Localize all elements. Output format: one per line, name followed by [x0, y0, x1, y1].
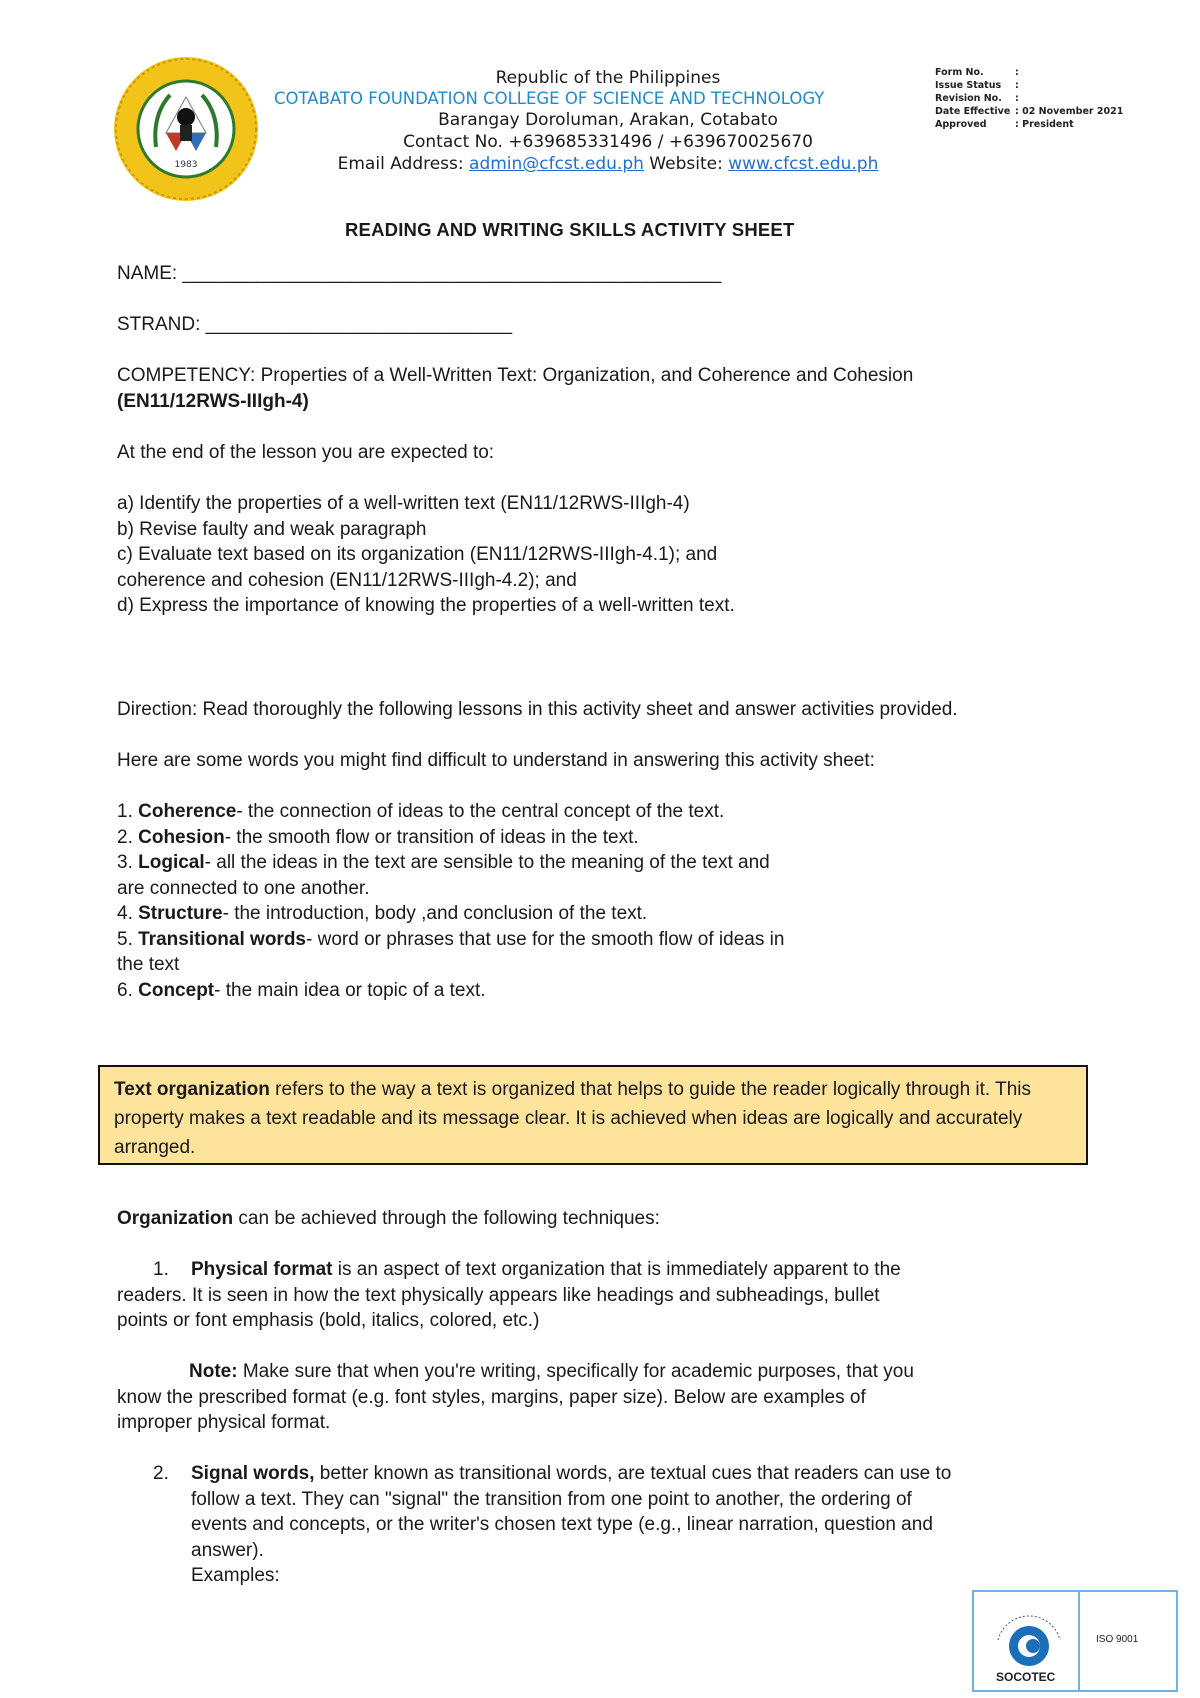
organization-intro: Organization can be achieved through the following techniques: — [117, 1208, 660, 1229]
form-info-row: Approved : President — [935, 119, 1074, 130]
header-college-name: COTABATO FOUNDATION COLLEGE OF SCIENCE AND TECHNOLOGY — [274, 89, 825, 108]
header-republic: Republic of the Philippines — [495, 68, 721, 88]
list-item-continuation: the text — [117, 954, 180, 975]
list-item: b) Revise faulty and weak paragraph — [117, 518, 427, 540]
header-contact: Contact No. +639685331496 / +639670025670 — [403, 132, 813, 152]
header-email-website — [228, 154, 988, 175]
form-info-row: Date Effective : 02 November 2021 — [935, 106, 1124, 117]
technique-1: 1. Physical format is an aspect of text organization that is immediately apparent to the readers. It is seen in how the text physically appears like headings and subheadings, bullet points or font emphasis (bold, italics, colored, etc.) — [117, 1259, 901, 1331]
vocab-intro: Here are some words you might find difficult to understand in answering this activity sheet: — [117, 750, 875, 771]
list-item: coherence and cohesion (EN11/12RWS-IIIgh-4.2); and — [117, 569, 577, 591]
competency-text: COMPETENCY: Properties of a Well-Written Text: Organization, and Coherence and Cohesion — [117, 365, 914, 386]
list-item-continuation: are connected to one another. — [117, 877, 370, 899]
competency-code: (EN11/12RWS-IIIgh-4) — [117, 390, 309, 412]
list-item: 4. Structure- the introduction, body ,and conclusion of the text. — [117, 903, 648, 924]
objectives-list — [117, 491, 1077, 619]
socotec-emblem-icon — [984, 1600, 1074, 1672]
list-item: 1. Coherence- the connection of ideas to the central concept of the text. — [117, 801, 725, 822]
cert-brand: SOCOTEC — [996, 1670, 1056, 1684]
text-organization-box — [98, 1065, 1088, 1165]
strand-field[interactable]: STRAND: _____________________________ — [117, 314, 513, 335]
expectation-intro: At the end of the lesson you are expected to: — [117, 442, 495, 463]
box-term: Text organization — [114, 1079, 270, 1100]
direction: Direction: Read thoroughly the following lessons in this activity sheet and answer activities provided. — [117, 699, 958, 720]
page-title: READING AND WRITING SKILLS ACTIVITY SHEET — [345, 219, 795, 240]
list-item: a) Identify the properties of a well-written text (EN11/12RWS-IIIgh-4) — [117, 493, 690, 514]
note: Note: Make sure that when you're writing, specifically for academic purposes, that you know the prescribed format (e.g. font styles, margins, paper size). Below are examples of improper physical format. — [117, 1361, 914, 1433]
technique-2: 2. Signal words, better known as transitional words, are textual cues that readers can use to follow a text. They can "signal" the transition from one point to another, the ordering of events and concepts, or the writer's chosen text type (e.g., linear narration, question and answer). Examples: — [153, 1463, 952, 1586]
list-item: 5. Transitional words- word or phrases that use for the smooth flow of ideas in — [117, 928, 785, 950]
website-label: Website: — [643, 154, 729, 174]
list-item: d) Express the importance of knowing the properties of a well-written text. — [117, 595, 735, 616]
svg-text:1983: 1983 — [174, 160, 198, 170]
list-item: 2. Cohesion- the smooth flow or transition of ideas in the text. — [117, 826, 639, 848]
box-text: refers to the way a text is organized that helps to guide the reader logically through it. This property makes a text readable and its message clear. It is achieved when ideas are logically and accurately arranged. — [114, 1079, 1032, 1158]
socotec-iso-logo — [972, 1590, 1178, 1692]
email-label: Email Address: — [337, 154, 470, 174]
form-info-row: Issue Status : — [935, 80, 1019, 91]
form-info-row: Revision No. : — [935, 93, 1019, 104]
list-item: c) Evaluate text based on its organization (EN11/12RWS-IIIgh-4.1); and — [117, 544, 718, 565]
vocab-list — [117, 799, 1077, 1003]
cert-standard: ISO 9001 — [1096, 1634, 1139, 1645]
list-item: 6. Concept- the main idea or topic of a text. — [117, 979, 486, 1001]
form-info-row: Form No. : — [935, 67, 1019, 78]
name-field[interactable]: NAME: ___________________________________________________ — [117, 263, 722, 284]
header-address: Barangay Doroluman, Arakan, Cotabato — [438, 110, 778, 130]
email-link[interactable]: admin@cfcst.edu.ph — [469, 154, 644, 174]
form-info-block — [935, 66, 1123, 131]
website-link[interactable]: www.cfcst.edu.ph — [728, 154, 879, 174]
list-item: 3. Logical- all the ideas in the text are sensible to the meaning of the text and — [117, 852, 770, 873]
competency — [117, 363, 1077, 414]
